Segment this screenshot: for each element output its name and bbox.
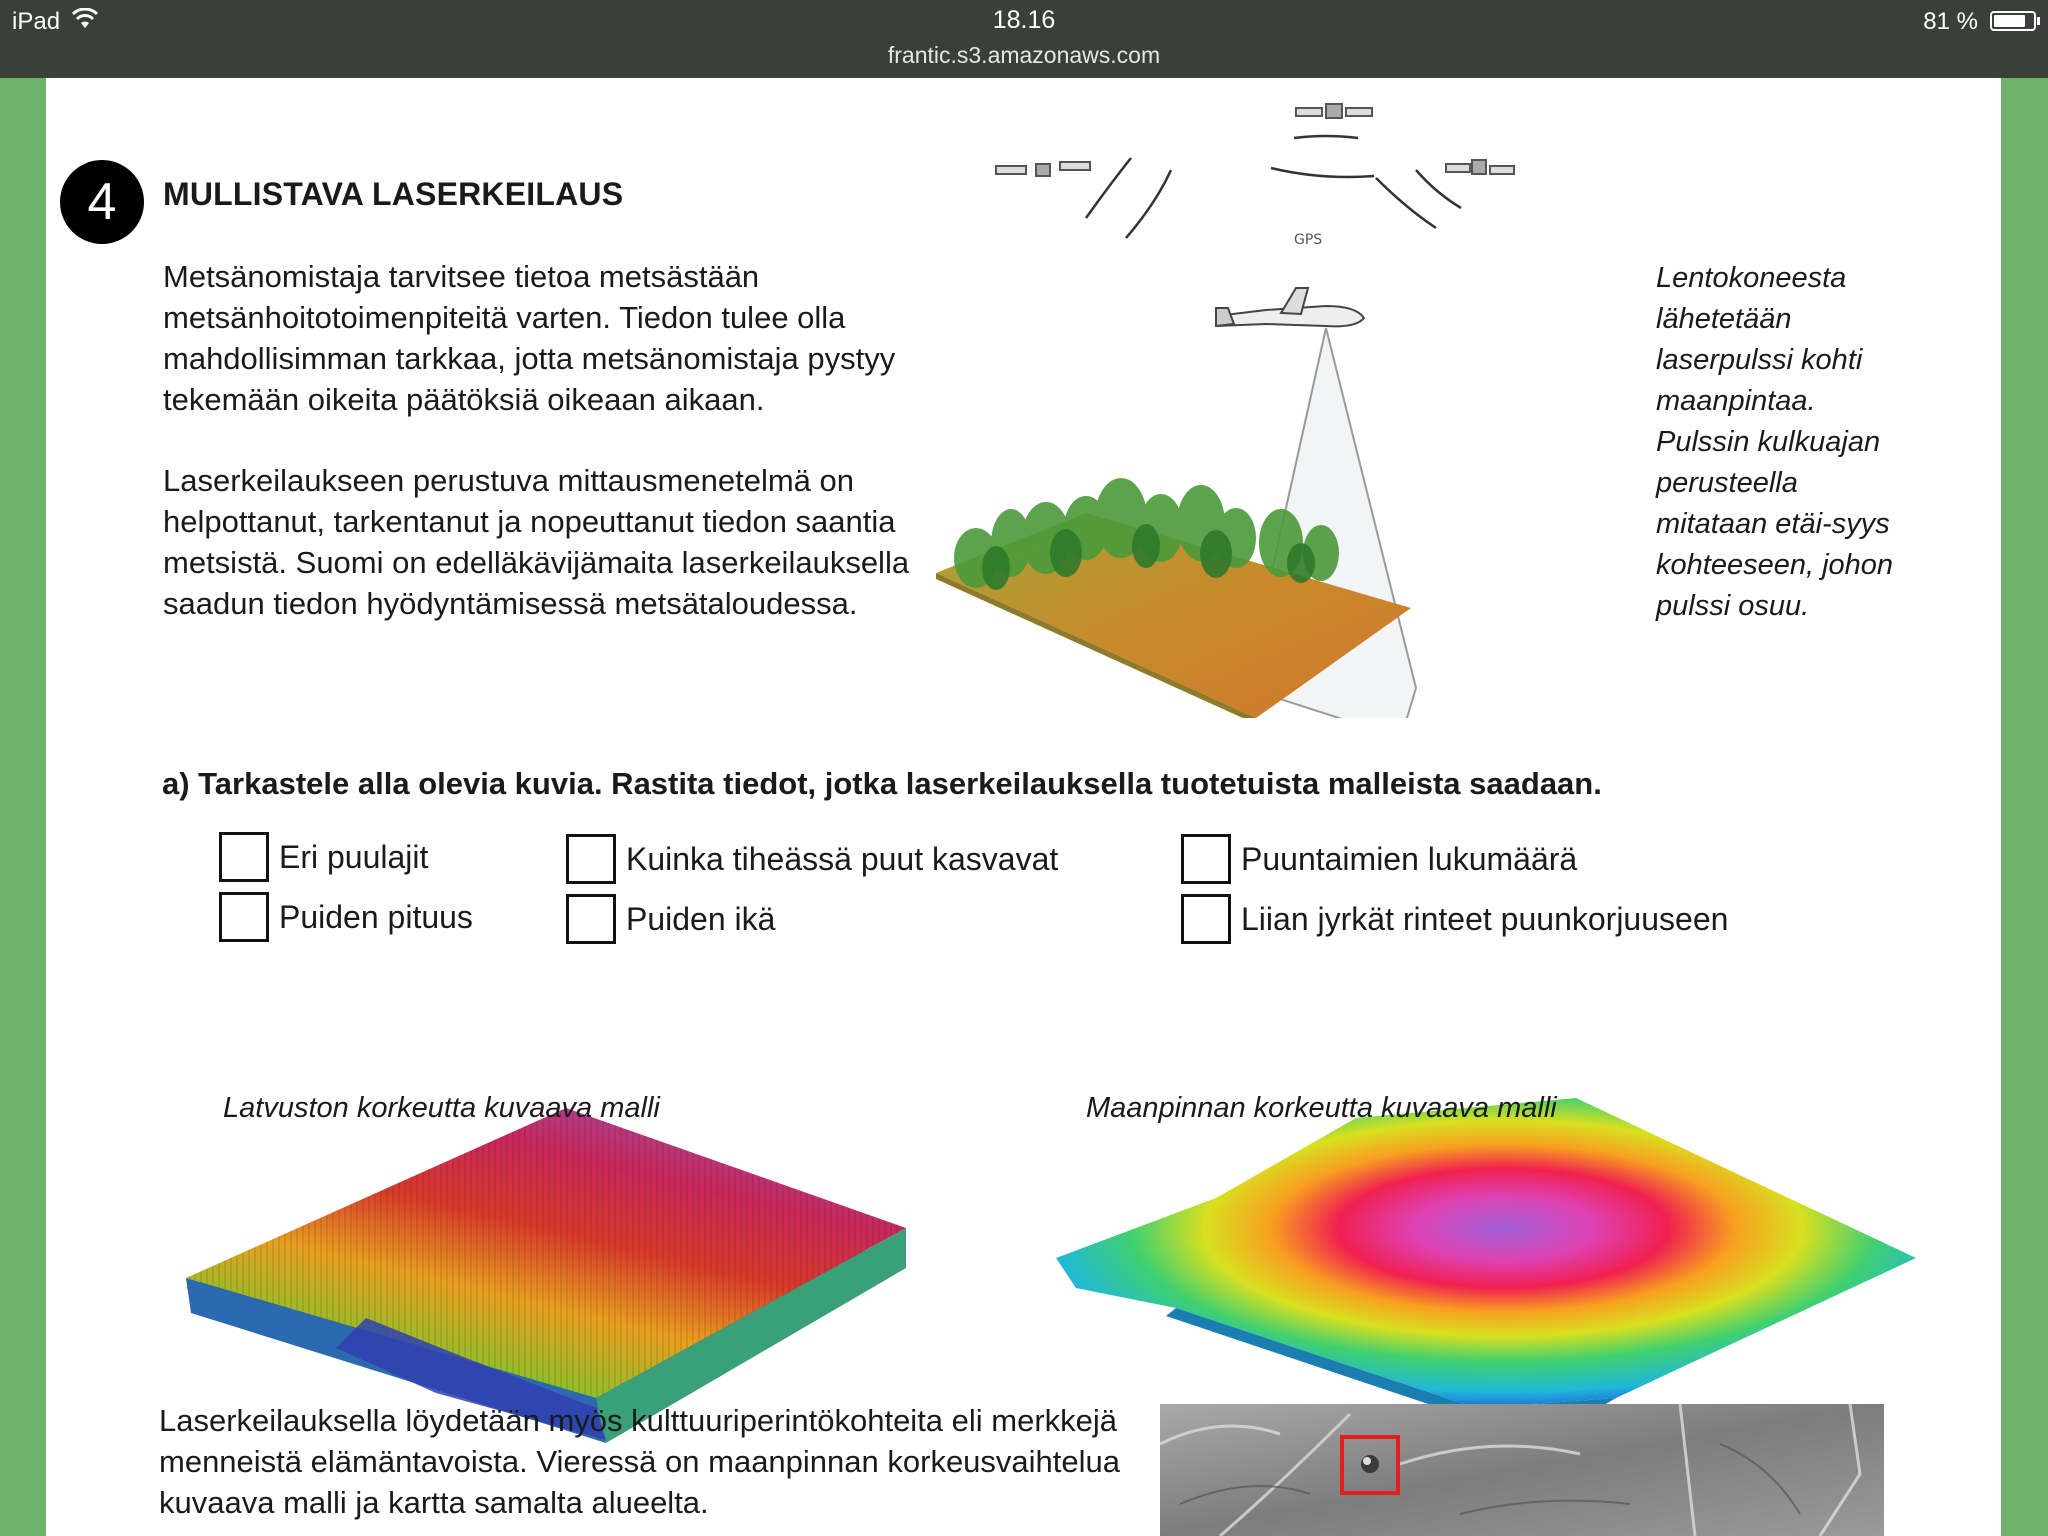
question-a: a) Tarkastele alla olevia kuvia. Rastita tiedot, jotka laserkeilauksella tuotetuista malleista saadaan. [162, 766, 1602, 801]
checkbox-box[interactable] [219, 892, 269, 942]
checkbox-tiheys[interactable] [566, 834, 1058, 884]
intro-paragraph-1: Metsänomistaja tarvitsee tietoa metsästään metsänhoitotoimenpiteitä varten. Tiedon tulee olla mahdollisimman tarkkaa, jotta metsänomistaja pystyy tekemään oikeita päätöksiä oikeaan aikaan. [163, 259, 896, 417]
intro-paragraph-2: Laserkeilaukseen perustuva mittausmenetelmä on helpottanut, tarkentanut ja nopeuttanut tiedon saantia metsistä. Suomi on edelläkävijämaita laserkeilauksella saadun tiedon hyödyntämisessä metsätaloudessa. [163, 463, 910, 621]
satellite-icon [1296, 104, 1372, 118]
checkbox-eri-puulajit[interactable] [219, 832, 428, 882]
airplane-icon [1216, 288, 1364, 326]
checkbox-label: Puuntaimien lukumäärä [1241, 840, 1578, 877]
ground-model-label: Maanpinnan korkeutta kuvaava malli [1086, 1092, 1557, 1124]
checkbox-box[interactable] [566, 894, 616, 944]
gps-label: GPS [1294, 232, 1323, 248]
battery-percent: 81 % [1923, 8, 1978, 35]
satellite-icon [1446, 160, 1514, 174]
checkbox-label: Puiden pituus [279, 898, 473, 935]
checkbox-box[interactable] [566, 834, 616, 884]
document-page [46, 78, 2001, 1536]
checkbox-box[interactable] [219, 832, 269, 882]
status-bar [0, 0, 2048, 78]
checkbox-puuntaimet[interactable] [1181, 834, 1577, 884]
checkbox-label: Liian jyrkät rinteet puunkorjuuseen [1241, 900, 1729, 937]
checkbox-box[interactable] [1181, 894, 1231, 944]
bottom-paragraph: Laserkeilauksella löydetään myös kulttuuriperintökohteita eli merkkejä menneistä elämäntavoista. Vieressä on maanpinnan korkeusvaihtelua kuvaava malli ja kartta samalta alueelta. [159, 1403, 1121, 1520]
checkbox-puiden-ika[interactable] [566, 894, 775, 944]
address-bar[interactable]: frantic.s3.amazonaws.com [887, 42, 1161, 68]
battery-icon [1990, 11, 2036, 31]
checkbox-label: Kuinka tiheässä puut kasvavat [626, 840, 1059, 877]
checkbox-label: Puiden ikä [626, 900, 776, 937]
ground-elevation-model-image [1056, 1078, 1926, 1418]
section-number-badge: 4 [60, 160, 144, 244]
checkbox-puiden-pituus[interactable] [219, 892, 473, 942]
checkbox-label: Eri puulajit [279, 838, 429, 875]
section-title: MULLISTAVA LASERKEILAUS [163, 176, 624, 212]
figure-caption: Lentokoneesta lähetetään laserpulssi kohti maanpintaa. Pulssin kulkuajan perusteella mitataan etäi-syys kohteeseen, johon pulssi osuu. [1656, 262, 1894, 622]
checkbox-jyrkat-rinteet[interactable] [1181, 894, 1728, 944]
clock: 18.16 [992, 6, 1056, 34]
canopy-model-label: Latvuston korkeutta kuvaava malli [223, 1092, 660, 1124]
hillshade-relief-image [1160, 1404, 1884, 1536]
laser-scanning-illustration [916, 98, 1736, 718]
device-name: iPad [12, 8, 61, 35]
satellite-icon [996, 162, 1090, 176]
checkbox-box[interactable] [1181, 834, 1231, 884]
